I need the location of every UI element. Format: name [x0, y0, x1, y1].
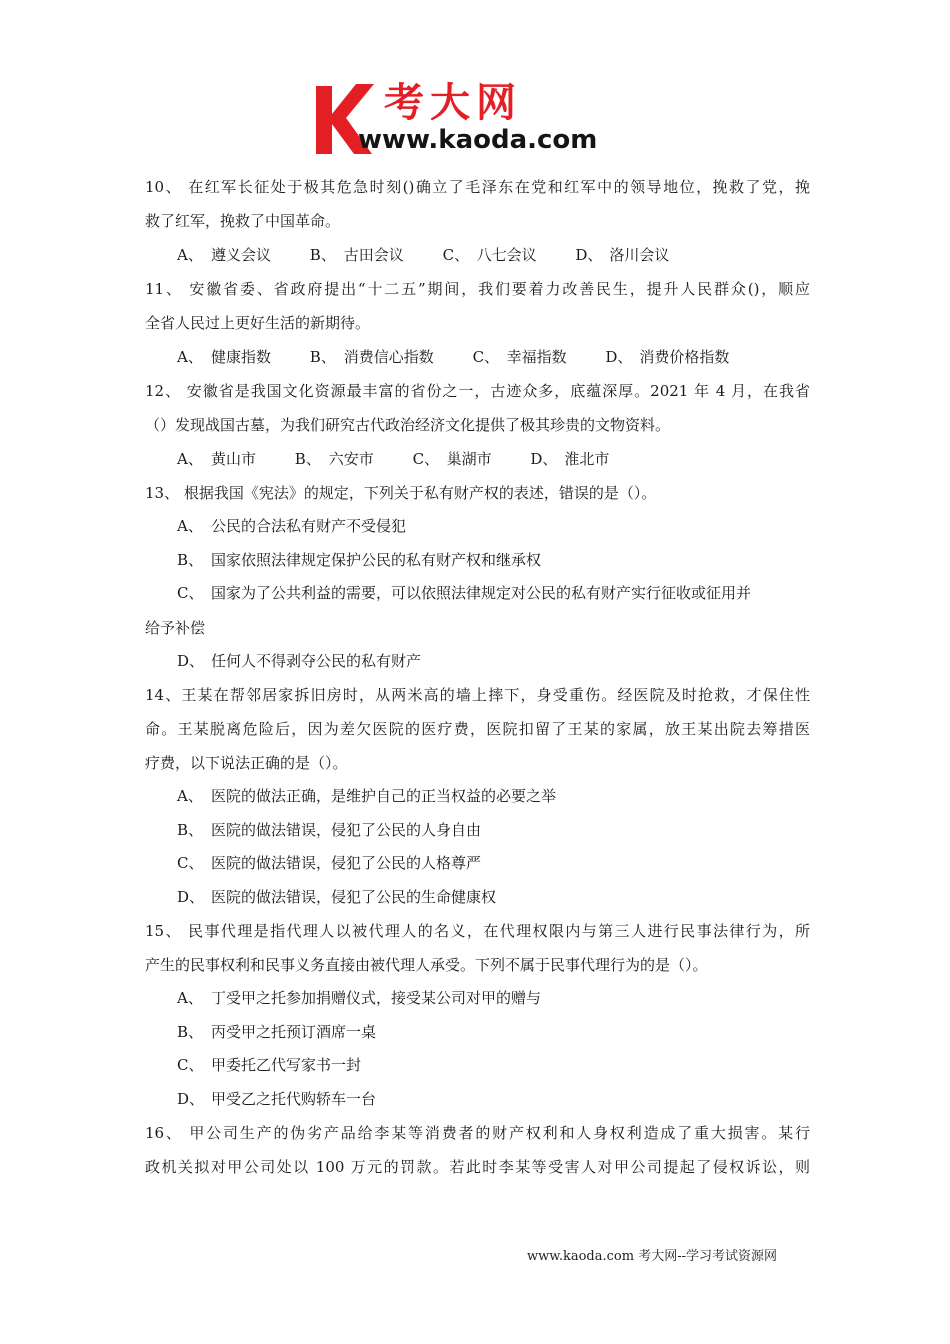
question-text: （）发现战国古墓，为我们研究古代政治经济文化提供了极其珍贵的文物资料。 — [145, 416, 671, 434]
question-10 — [145, 170, 810, 272]
question-text: 12、 安徽省是我国文化资源最丰富的省份之一，古迹众多，底蕴深厚。2021 年 4 月，在我省 — [145, 382, 810, 400]
option-b[interactable]: B、 丙受甲之托预订酒席一桌 — [177, 1022, 377, 1041]
question-text: 救了红军，挽救了中国革命。 — [145, 212, 341, 230]
option-c[interactable]: C、 幸福指数 — [472, 348, 567, 366]
question-list — [145, 170, 810, 1184]
kaoda-logo — [312, 80, 632, 160]
option-b[interactable]: B、 消费信心指数 — [309, 348, 434, 366]
question-text: 命。王某脱离危险后，因为差欠医院的医疗费，医院扣留了王某的家属，放王某出院去筹措医 — [145, 720, 810, 738]
option-c[interactable]: C、 八七会议 — [442, 246, 537, 264]
option-c[interactable]: C、 医院的做法错误，侵犯了公民的人格尊严 — [177, 854, 482, 872]
page-footer: www.kaoda.com 考大网--学习考试资源网 — [527, 1249, 777, 1264]
option-c[interactable]: C、 甲委托乙代写家书一封 — [177, 1056, 362, 1074]
option-row — [145, 238, 810, 272]
option-a[interactable]: A、 黄山市 — [177, 450, 257, 468]
question-text: 11、 安徽省委、省政府提出“十二五”期间，我们要着力改善民生，提升人民群众()，顺应 — [145, 280, 810, 298]
logo-title: 考大网 — [384, 80, 522, 126]
question-16 — [145, 1116, 810, 1184]
question-text: 13、 根据我国《宪法》的规定，下列关于私有财产权的表述，错误的是（）。 — [145, 484, 657, 502]
option-b[interactable]: B、 六安市 — [294, 450, 374, 468]
question-11 — [145, 272, 810, 374]
option-row — [145, 340, 810, 374]
question-14 — [145, 678, 810, 914]
option-a[interactable]: A、 遵义会议 — [177, 246, 272, 264]
question-text: 10、 在红军长征处于极其危急时刻()确立了毛泽东在党和红军中的领导地位，挽救了党，挽 — [145, 178, 810, 196]
option-c-continuation: 给予补偿 — [145, 618, 206, 637]
question-text: 全省人民过上更好生活的新期待。 — [145, 314, 371, 332]
option-d[interactable]: D、 任何人不得剥夺公民的私有财产 — [177, 651, 422, 670]
option-d[interactable]: D、 淮北市 — [530, 450, 610, 468]
option-row — [145, 442, 810, 476]
question-text: 15、 民事代理是指代理人以被代理人的名义，在代理权限内与第三人进行民事法律行为，所 — [145, 922, 810, 940]
option-a[interactable]: A、 医院的做法正确，是维护自己的正当权益的必要之举 — [177, 787, 557, 805]
option-d[interactable]: D、 消费价格指数 — [605, 348, 730, 366]
option-b[interactable]: B、 国家依照法律规定保护公民的私有财产权和继承权 — [177, 550, 542, 569]
option-b[interactable]: B、 古田会议 — [309, 246, 404, 264]
question-text: 政机关拟对甲公司处以 100 万元的罚款。若此时李某等受害人对甲公司提起了侵权诉讼，则 — [145, 1158, 810, 1176]
question-13 — [145, 476, 810, 678]
option-a[interactable]: A、 公民的合法私有财产不受侵犯 — [177, 517, 407, 535]
option-d[interactable]: D、 甲受乙之托代购轿车一台 — [177, 1089, 377, 1108]
option-c[interactable]: C、 巢湖市 — [412, 450, 492, 468]
option-b[interactable]: B、 医院的做法错误，侵犯了公民的人身自由 — [177, 820, 482, 839]
question-text: 产生的民事权利和民事义务直接由被代理人承受。下列不属于民事代理行为的是（）。 — [145, 956, 708, 974]
option-c[interactable]: C、 国家为了公共利益的需要，可以依照法律规定对公民的私有财产实行征收或征用并 — [177, 584, 752, 602]
question-12 — [145, 374, 810, 476]
question-text: 16、 甲公司生产的伪劣产品给李某等消费者的财产权利和人身权利造成了重大损害。某行 — [145, 1124, 810, 1142]
question-text: 14、王某在帮邻居家拆旧房时，从两米高的墙上摔下，身受重伤。经医院及时抢救，才保住性 — [145, 686, 810, 704]
option-d[interactable]: D、 医院的做法错误，侵犯了公民的生命健康权 — [177, 887, 497, 906]
question-text: 疗费，以下说法正确的是（）。 — [145, 754, 348, 772]
option-d[interactable]: D、 洛川会议 — [575, 246, 670, 264]
option-a[interactable]: A、 健康指数 — [177, 348, 272, 366]
logo-url: www.kaoda.com — [358, 125, 598, 155]
option-a[interactable]: A、 丁受甲之托参加捐赠仪式，接受某公司对甲的赠与 — [177, 989, 542, 1007]
question-15 — [145, 914, 810, 1116]
